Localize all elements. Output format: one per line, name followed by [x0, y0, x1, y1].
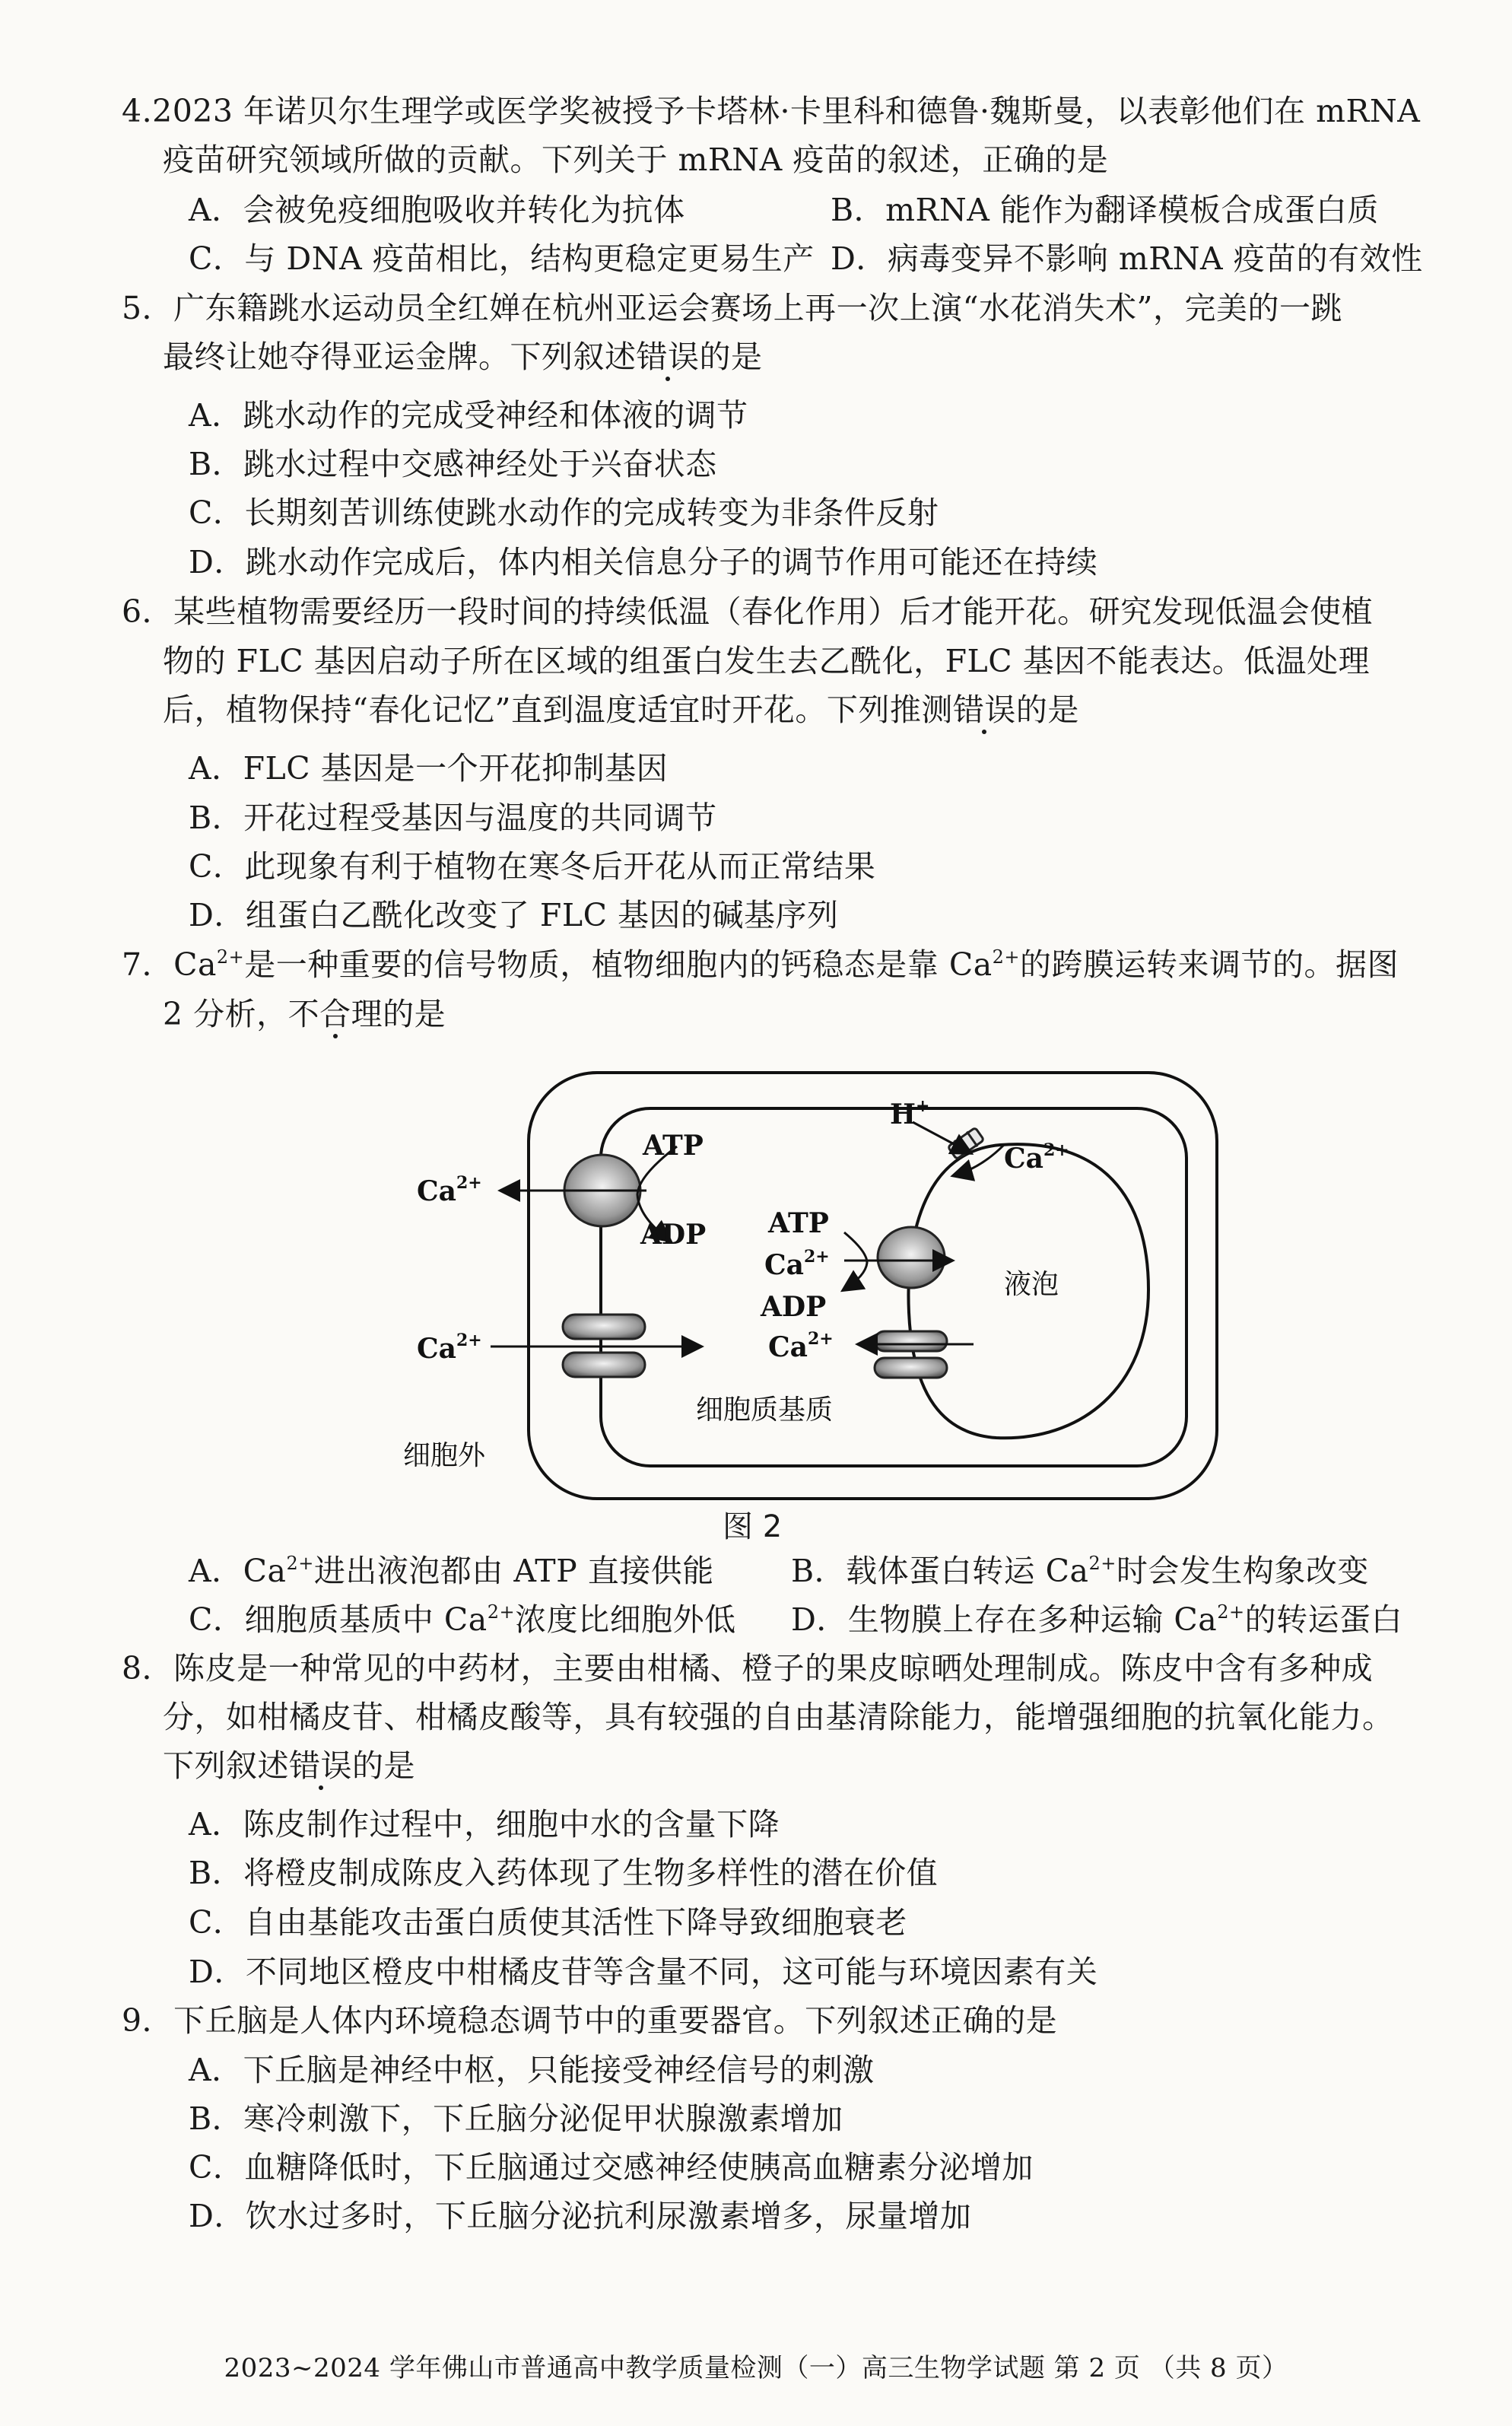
q7-stem-tail: 的是 — [383, 996, 446, 1032]
superscript: 2+ — [992, 946, 1021, 968]
vacuole-channel-top — [875, 1331, 947, 1351]
q8-option-d: D．不同地区橙皮中柑橘皮苷等含量不同，这可能与环境因素有关 — [189, 1954, 1098, 1990]
q5-stem-line2 — [163, 335, 763, 378]
q4-option-b: B．mRNA 能作为翻译模板合成蛋白质 — [831, 192, 1379, 228]
option-text: C．细胞质基质中 Ca — [189, 1601, 488, 1638]
label-ca-vacuole — [764, 1247, 830, 1281]
q6-emphasis: 错误 — [952, 692, 1016, 728]
superscript: 2+ — [1088, 1553, 1117, 1574]
q7-stem-text: 2 分析， — [163, 996, 288, 1032]
h-text: H — [890, 1099, 916, 1130]
q8-stem-line1: 8．陈皮是一种常见的中药材，主要由柑橘、橙子的果皮晾晒处理制成。陈皮中含有多种成 — [122, 1650, 1374, 1687]
ca-superscript: 2+ — [456, 1173, 482, 1193]
q9-option-b: B．寒冷刺激下，下丘脑分泌促甲状腺激素增加 — [189, 2100, 843, 2137]
q8-stem-end: 的是 — [352, 1747, 415, 1784]
cell-membrane — [601, 1108, 1186, 1466]
q4-stem-line2: 疫苗研究领域所做的贡献。下列关于 mRNA 疫苗的叙述，正确的是 — [163, 141, 1109, 178]
ca-superscript: 2+ — [456, 1331, 482, 1350]
q7-option-d — [791, 1598, 1402, 1641]
superscript: 2+ — [286, 1553, 314, 1574]
q4-stem-line1: 4.2023 年诺贝尔生理学或医学奖被授予卡塔林·卡里科和德鲁·魏斯曼，以表彰他们在 mRNA — [122, 93, 1421, 129]
membrane-channel-bottom — [563, 1353, 645, 1377]
q9-option-d: D．饮水过多时，下丘脑分泌抗利尿激素增多，尿量增加 — [189, 2198, 972, 2234]
page-footer: 2023~2024 学年佛山市普通高中教学质量检测（一）高三生物学试题 第 2 页 （共 8 页） — [224, 2353, 1288, 2383]
ca-superscript: 2+ — [807, 1329, 834, 1349]
cell-wall-outer — [529, 1073, 1217, 1499]
label-cytoplasm: 细胞质基质 — [696, 1394, 834, 1426]
label-ca-out — [417, 1173, 482, 1207]
q5-emphasis — [637, 339, 700, 375]
q4-option-a: A．会被免疫细胞吸收并转化为抗体 — [189, 192, 685, 228]
label-atp-membrane: ATP — [643, 1130, 704, 1162]
h-superscript: + — [916, 1096, 930, 1116]
q7-option-a — [189, 1550, 714, 1592]
cell-calcium-diagram — [395, 1061, 1232, 1518]
q8-stem-line2: 分，如柑橘皮苷、柑橘皮酸等，具有较强的自由基清除能力，能增强细胞的抗氧化能力。 — [163, 1699, 1394, 1735]
q5-option-b: B．跳水过程中交感神经处于兴奋状态 — [189, 446, 717, 482]
ca-text: Ca — [1004, 1143, 1043, 1175]
ca-text: Ca — [768, 1331, 808, 1363]
figure-caption: 图 2 — [723, 1509, 783, 1544]
q7-stem-start: 7．Ca — [122, 946, 217, 983]
ca-superscript: 2+ — [1043, 1140, 1069, 1160]
q7-stem-mid: 是一种重要的信号物质，植物细胞内的钙稳态是靠 Ca — [244, 946, 993, 983]
q6-stem-line1: 6．某些植物需要经历一段时间的持续低温（春化作用）后才能开花。研究发现低温会使植 — [122, 593, 1374, 630]
option-text: D．生物膜上存在多种运输 Ca — [791, 1601, 1218, 1638]
q6-stem-text: 后，植物保持“春化记忆”直到温度适宜时开花。下列推测 — [163, 692, 953, 728]
q6-option-b: B．开花过程受基因与温度的共同调节 — [189, 800, 717, 836]
label-adp-membrane: ADP — [640, 1219, 707, 1251]
q7-stem-line1 — [122, 943, 1399, 986]
q6-option-a: A．FLC 基因是一个开花抑制基因 — [189, 750, 669, 787]
q5-stem-line1: 5．广东籍跳水运动员全红婵在杭州亚运会赛场上再一次上演“水花消失术”，完美的一跳 — [122, 290, 1343, 326]
label-ca-antiport — [1004, 1140, 1069, 1175]
ca-text: Ca — [417, 1175, 456, 1207]
q5-option-c: C．长期刻苦训练使跳水动作的完成转变为非条件反射 — [189, 494, 939, 531]
label-outside: 细胞外 — [403, 1440, 486, 1471]
superscript: 2+ — [216, 946, 245, 968]
q8-stem-line3 — [163, 1744, 415, 1787]
vacuole-channel-bottom — [875, 1358, 947, 1378]
q9-stem: 9．下丘脑是人体内环境稳态调节中的重要器官。下列叙述正确的是 — [122, 2002, 1058, 2039]
q4-option-d: D．病毒变异不影响 mRNA 疫苗的有效性 — [831, 240, 1423, 277]
emphasis-text: 错误 — [636, 339, 700, 375]
label-ca-in — [417, 1331, 482, 1365]
option-text: 进出液泡都由 ATP 直接供能 — [313, 1553, 714, 1589]
q9-option-c: C．血糖降低时，下丘脑通过交感神经使胰高血糖素分泌增加 — [189, 2149, 1034, 2186]
ca-text: Ca — [417, 1333, 456, 1365]
q5-stem-text: 最终让她夺得亚运金牌。下列叙述 — [163, 339, 637, 375]
superscript: 2+ — [487, 1601, 516, 1623]
q7-stem-end: 的跨膜运转来调节的。据图 — [1020, 946, 1399, 983]
q5-option-d: D．跳水动作完成后，体内相关信息分子的调节作用可能还在持续 — [189, 544, 1098, 580]
option-text: 时会发生构象改变 — [1116, 1553, 1369, 1589]
label-vacuole: 液泡 — [1004, 1269, 1059, 1300]
option-text: A．Ca — [189, 1553, 287, 1589]
ca-superscript: 2+ — [803, 1247, 830, 1267]
q8-option-a: A．陈皮制作过程中，细胞中水的含量下降 — [189, 1806, 780, 1843]
membrane-channel-top — [563, 1315, 645, 1339]
q9-option-a: A．下丘脑是神经中枢，只能接受神经信号的刺激 — [189, 2052, 875, 2088]
option-text: B．载体蛋白转运 Ca — [791, 1553, 1089, 1589]
q6-stem-end: 的是 — [1015, 692, 1079, 728]
vacuole-atp-pump — [878, 1227, 945, 1288]
q5-option-a: A．跳水动作的完成受神经和体液的调节 — [189, 397, 748, 434]
option-text: 浓度比细胞外低 — [515, 1601, 736, 1638]
q5-stem-end: 的是 — [699, 339, 763, 375]
ca-text: Ca — [764, 1249, 804, 1281]
q6-option-c: C．此现象有利于植物在寒冬后开花从而正常结果 — [189, 848, 876, 885]
q8-option-c: C．自由基能攻击蛋白质使其活性下降导致细胞衰老 — [189, 1904, 907, 1941]
q7-emphasis: 不合理 — [287, 996, 383, 1032]
superscript: 2+ — [1217, 1601, 1245, 1623]
q4-option-c: C．与 DNA 疫苗相比，结构更稳定更易生产 — [189, 240, 815, 277]
q8-emphasis: 错误 — [289, 1747, 352, 1784]
q7-option-c — [189, 1598, 736, 1641]
q6-option-d: D．组蛋白乙酰化改变了 FLC 基因的碱基序列 — [189, 897, 839, 933]
label-adp-vacuole: ADP — [761, 1291, 827, 1323]
q8-stem-text: 下列叙述 — [163, 1747, 289, 1784]
label-atp-vacuole: ATP — [768, 1207, 829, 1239]
label-h — [890, 1096, 929, 1130]
q7-option-b — [791, 1550, 1369, 1592]
q6-stem-line2: 物的 FLC 基因启动子所在区域的组蛋白发生去乙酰化，FLC 基因不能表达。低温处理 — [163, 643, 1371, 679]
label-ca-channel — [768, 1329, 834, 1363]
option-text: 的转运蛋白 — [1244, 1601, 1403, 1638]
q6-stem-line3 — [163, 688, 1079, 731]
q7-stem-line2 — [163, 993, 446, 1035]
q8-option-b: B．将橙皮制成陈皮入药体现了生物多样性的潜在价值 — [189, 1855, 939, 1891]
